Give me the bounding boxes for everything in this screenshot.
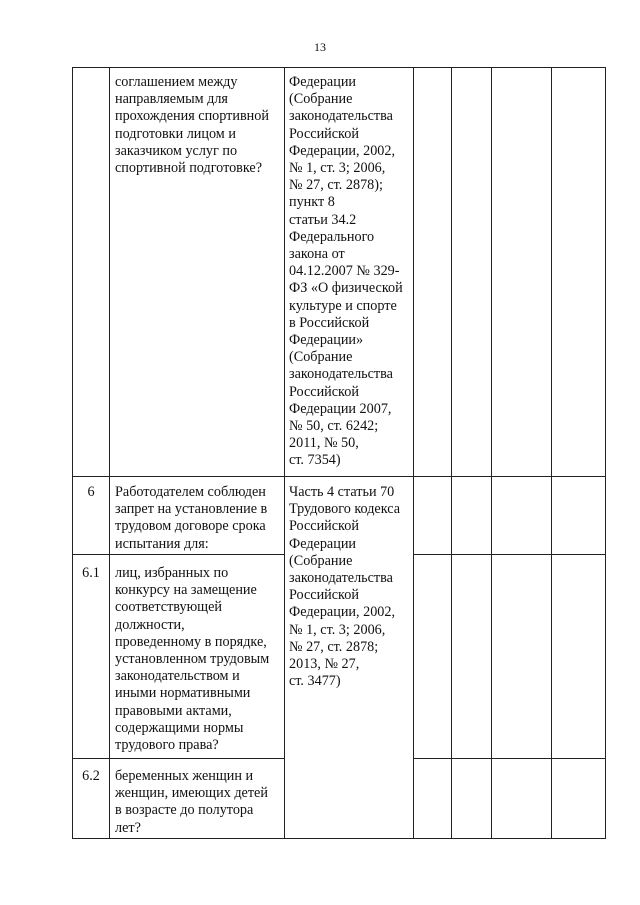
table-cell-question: беременных женщин и женщин, имеющих детей в возрасте до полутора лет? (115, 768, 268, 836)
column-divider (284, 68, 285, 838)
column-divider (109, 68, 110, 838)
table-cell-number: 6 (87, 484, 95, 500)
row-divider (73, 476, 605, 477)
column-divider (491, 68, 492, 838)
row-divider (73, 554, 285, 555)
requirements-table (72, 67, 606, 839)
column-divider (551, 68, 552, 838)
table-cell-legal-basis: Часть 4 статьи 70 Трудового кодекса Российской Федерации (Собрание законодательства Российской Федерации, 2002, № 1, ст. 3; 2006, № 27, ст. 2878; 2013, № 27, ст. 3477) (289, 484, 401, 690)
table-cell-number: 6.2 (82, 768, 100, 784)
table-cell-question: Работодателем соблюден запрет на установление в трудовом договоре срока испытания для: (115, 484, 268, 552)
column-divider (451, 68, 452, 838)
row-divider (413, 758, 605, 759)
table-cell-legal-basis: Федерации (Собрание законодательства Российской Федерации, 2002, № 1, ст. 3; 2006, № 27, ст. 2878); пункт 8 статьи 34.2 Федерального закона от 04.12.2007 № 329- ФЗ «О физической культуре и спорте в Российской Федерации» (Собрание законодательства Российской Федерации 2007, № 50, ст. 6242; 2011, № 50, ст. 7354) (289, 74, 403, 469)
page-number: 13 (314, 40, 326, 54)
table-cell-question: лиц, избранных по конкурсу на замещение соответствующей должности, проведенному в порядке, установленном трудовым законодательством и иными нормативными правовыми актами, содержащими нормы трудового права? (115, 565, 270, 754)
row-divider (73, 758, 285, 759)
row-divider (413, 554, 605, 555)
column-divider (413, 68, 414, 838)
table-cell-number: 6.1 (82, 565, 100, 581)
table-cell-question: соглашением между направляемым для прохождения спортивной подготовки лицом и заказчиком услуг по спортивной подготовке? (115, 74, 269, 177)
